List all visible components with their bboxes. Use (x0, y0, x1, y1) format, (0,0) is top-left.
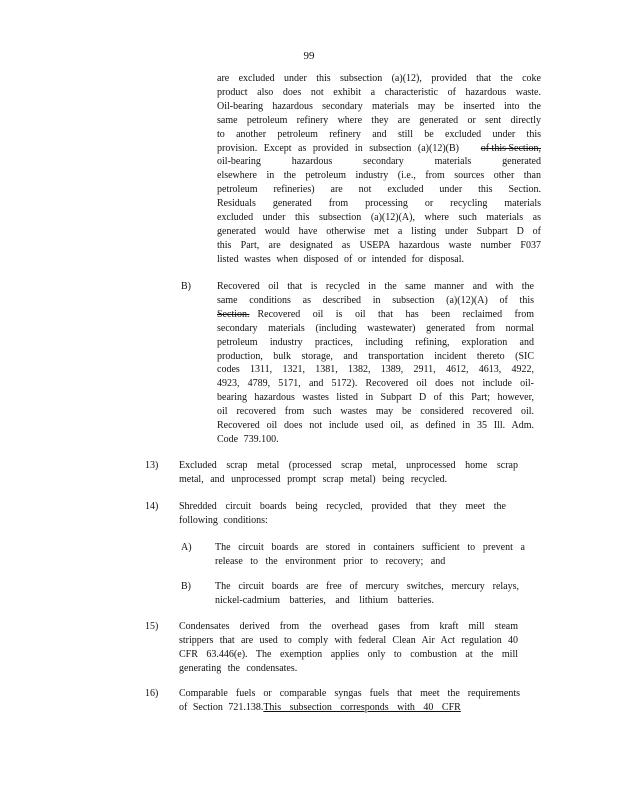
text-line: petroleum refineries) are not excluded under this Section. (217, 184, 541, 196)
subsection-marker: B) (181, 281, 191, 292)
paragraph-16 (179, 687, 520, 715)
text-line: listed wastes when disposed of or intended for disposal. (217, 253, 465, 265)
paragraph-marker: 14) (145, 501, 159, 512)
text-line: Comparable fuels or comparable syngas fuels that meet the requirements (179, 688, 520, 699)
paragraph-14 (179, 500, 506, 528)
paragraph-12-continued (217, 72, 541, 267)
text-line: Recovered oil is oil that has been reclaimed from (257, 308, 534, 320)
subsection-marker: A) (181, 542, 192, 553)
text-line: product also does not exhibit a characteristic of hazardous waste. (217, 86, 541, 98)
text-line: same petroleum refinery where they are generated or sent directly (217, 114, 541, 126)
text-line: excluded under this subsection (a)(12)(A), where such materials as (217, 212, 541, 224)
struck-text: Section. (217, 308, 250, 320)
text-line: Residuals generated from processing or recycling materials (217, 198, 541, 210)
paragraph-marker: 15) (145, 621, 159, 632)
text-line: Code 739.100. (217, 433, 279, 445)
text-line: codes 1311, 1321, 1381, 1382, 1389, 2911, 4612, 4613, 4922, (217, 364, 534, 376)
paragraph-marker: 13) (145, 460, 159, 471)
text-line: nickel-cadmium batteries, and lithium batteries. (215, 594, 435, 606)
paragraph-marker: 16) (145, 688, 159, 699)
text-line: generated would have otherwise met a listing under Subpart D of (217, 225, 541, 237)
text-line: Excluded scrap metal (processed scrap metal, unprocessed home scrap (179, 460, 518, 471)
page-number: 99 (303, 50, 315, 62)
text-line: same conditions as described in subsection (a)(12)(A) of this (217, 294, 534, 306)
text-line: strippers that are used to comply with federal Clean Air Act regulation 40 (179, 634, 518, 646)
inserted-text: This subsection corresponds with 40 CFR (263, 701, 461, 713)
text-line: Recovered oil that is recycled in the same manner and with the (217, 281, 534, 292)
text-line: oil-bearing hazardous secondary materials generated (217, 156, 541, 168)
paragraph-12b (217, 280, 534, 447)
text-line: production, bulk storage, and transportation incident thereto (SIC (217, 350, 534, 362)
text-line: CFR 63.446(e). The exemption applies only to combustion at the mill (179, 648, 518, 660)
text-line: provision. Except as provided in subsection (a)(12)(B) (217, 142, 460, 154)
subsection-marker: B) (181, 581, 191, 592)
paragraph-13 (179, 459, 518, 487)
paragraph-15 (179, 620, 518, 676)
text-line: generating the condensates. (179, 662, 298, 674)
text-line: The circuit boards are free of mercury switches, mercury relays, (215, 581, 519, 592)
text-line: this Part, are designated as USEPA hazardous waste number F037 (217, 239, 541, 251)
text-line: oil recovered from such wastes may be considered recovered oil. (217, 406, 534, 418)
text-line: are excluded under this subsection (a)(12), provided that the coke (217, 73, 541, 84)
text-line: The circuit boards are stored in containers sufficient to prevent a (215, 542, 525, 553)
text-line: Condensates derived from the overhead gases from kraft mill steam (179, 621, 518, 632)
text-line: metal, and unprocessed prompt scrap metal) being recycled. (179, 473, 448, 485)
text-line: 4923, 4789, 5171, and 5172). Recovered oil does not include oil- (217, 378, 534, 390)
paragraph-14a (215, 541, 525, 569)
text-line: petroleum industry practices, including refining, exploration and (217, 336, 534, 348)
text-line: Recovered oil does not include used oil, as defined in 35 Ill. Adm. (217, 420, 534, 432)
text-line: following conditions: (179, 514, 268, 526)
text-line: elsewhere in the petroleum industry (i.e., from sources other than (217, 170, 541, 182)
text-line: Shredded circuit boards being recycled, provided that they meet the (179, 501, 506, 512)
text-line: release to the environment prior to recovery; and (215, 555, 446, 567)
text-line: to another petroleum refinery and still be excluded under this (217, 128, 541, 140)
text-line: of Section 721.138. (179, 701, 264, 713)
text-line: Oil-bearing hazardous secondary materials may be inserted into the (217, 100, 541, 112)
struck-text: of this Section, (480, 142, 541, 154)
paragraph-14b (215, 580, 519, 608)
text-line: bearing hazardous wastes listed in Subpart D of this Part; however, (217, 392, 534, 404)
text-line: secondary materials (including wastewater) generated from normal (217, 322, 534, 334)
